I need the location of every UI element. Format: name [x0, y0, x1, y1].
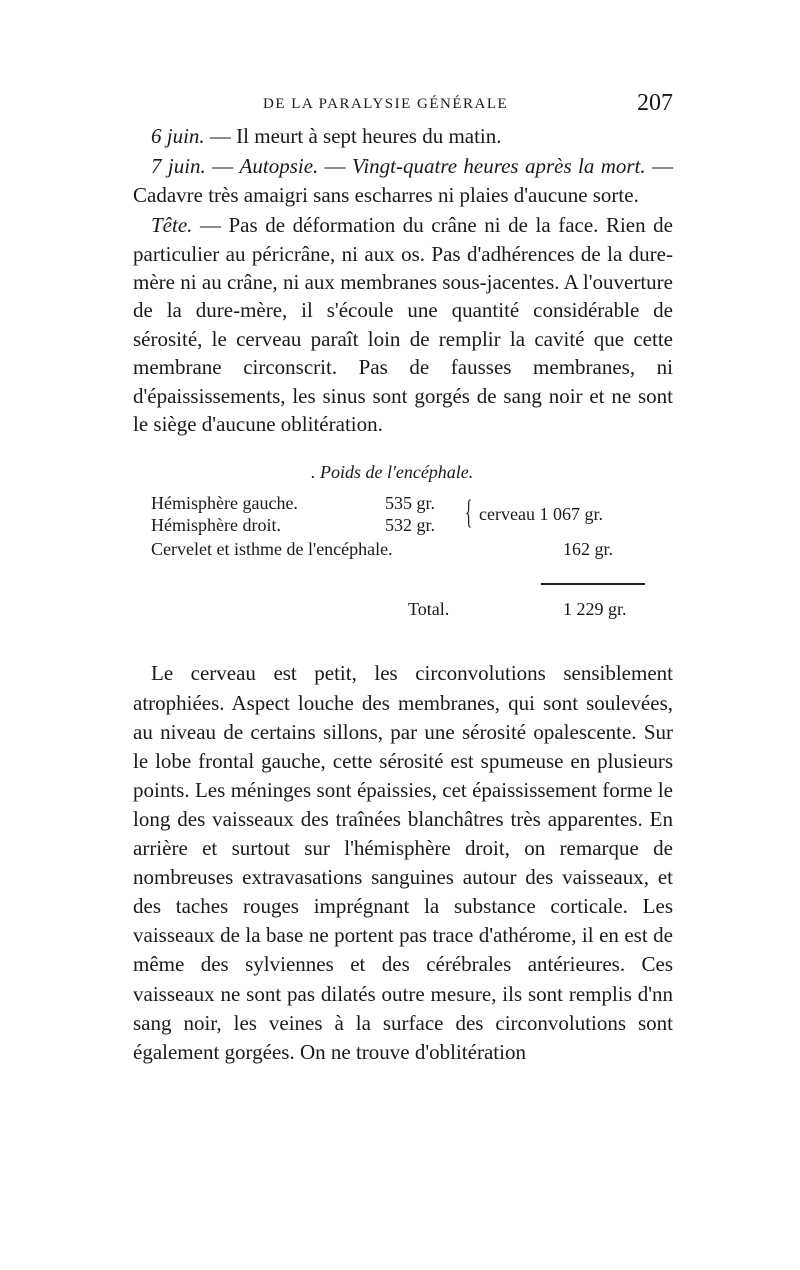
- cervelet-value: 162 gr.: [563, 539, 614, 560]
- dash-2: —: [318, 154, 353, 179]
- weights-table: [133, 493, 673, 633]
- paragraph-tete-text: — Pas de déformation du crâne ni de la face. Rien de particulier au péricrâne, ni aux os. Pas d'adhérences de la dure-mère ni au crâne, ni aux membranes sous-jacentes. A l'ouverture de la dure-mère, il s'écoule une quantité considérable de sérosité, le cerveau paraît loin de remplir la cavité que cette membrane circonscrit. Pas de fausses membranes, ni d'épaississements, les sinus sont gorgés de sang noir et ne sont le siège d'aucune oblitération.: [133, 213, 673, 437]
- paragraph-7-juin-text: — Cadavre très amaigri sans escharres ni plaies d'aucune sorte.: [133, 154, 674, 207]
- curly-brace: {: [465, 494, 473, 532]
- time-after-death: Vingt-quatre heures après la mort.: [352, 154, 646, 179]
- page-number: 207: [637, 90, 673, 116]
- running-title: DE LA PARALYSIE GÉNÉRALE: [263, 96, 509, 112]
- paragraph-6-juin-text: — Il meurt à sept heures du matin.: [204, 124, 502, 148]
- weight-row-label: Hémisphère gauche.: [151, 493, 298, 514]
- paragraph-tete: [133, 211, 673, 438]
- cervelet-label: Cervelet et isthme de l'encéphale.: [151, 539, 393, 560]
- paragraph-7-juin: [133, 152, 673, 209]
- weight-row-value: 532 gr.: [385, 515, 436, 536]
- weights-caption: . Poids de l'encéphale.: [311, 462, 474, 483]
- autopsie-label: Autopsie.: [239, 154, 319, 179]
- paragraph-cerveau: Le cerveau est petit, les circonvolutions sensiblement atrophiées. Aspect louche des membranes, qui sont soulevées, au niveau de certains sillons, par une sérosité opalescente. Sur le lobe frontal gauche, cette sérosité est spumeuse en plusieurs points. Les méninges sont épaissies, cet épaississement forme le long des vaisseaux des traînées blanchâtres très apparentes. En arrière et surtout sur l'hémisphère droit, on remarque de nombreuses extravasations sanguines autour des vaisseaux, et des taches rouges imprégnant la substance corticale. Les vaisseaux de la base ne portent pas trace d'athérome, il en est de même des sylviennes et des cérébrales antérieures. Ces vaisseaux ne sont pas dilatés outre mesure, ils sont remplis d'nn sang noir, les veines à la surface des circonvolutions sont également gorgées. On ne trouve d'oblitération: [133, 661, 673, 1064]
- running-header: [133, 90, 673, 120]
- paragraph-6-juin: [133, 122, 673, 150]
- cerveau-total: cerveau 1 067 gr.: [479, 504, 603, 525]
- total-value: 1 229 gr.: [563, 599, 627, 620]
- date-6-juin: 6 juin.: [151, 124, 205, 148]
- total-rule: [541, 583, 645, 585]
- total-label: Total.: [408, 599, 450, 620]
- dash-1: —: [205, 154, 240, 179]
- book-page: [133, 90, 673, 1067]
- date-7-juin: 7 juin.: [151, 154, 206, 179]
- tete-label: Tête.: [151, 213, 193, 238]
- weight-row-label: Hémisphère droit.: [151, 515, 281, 536]
- weight-row-value: 535 gr.: [385, 493, 436, 514]
